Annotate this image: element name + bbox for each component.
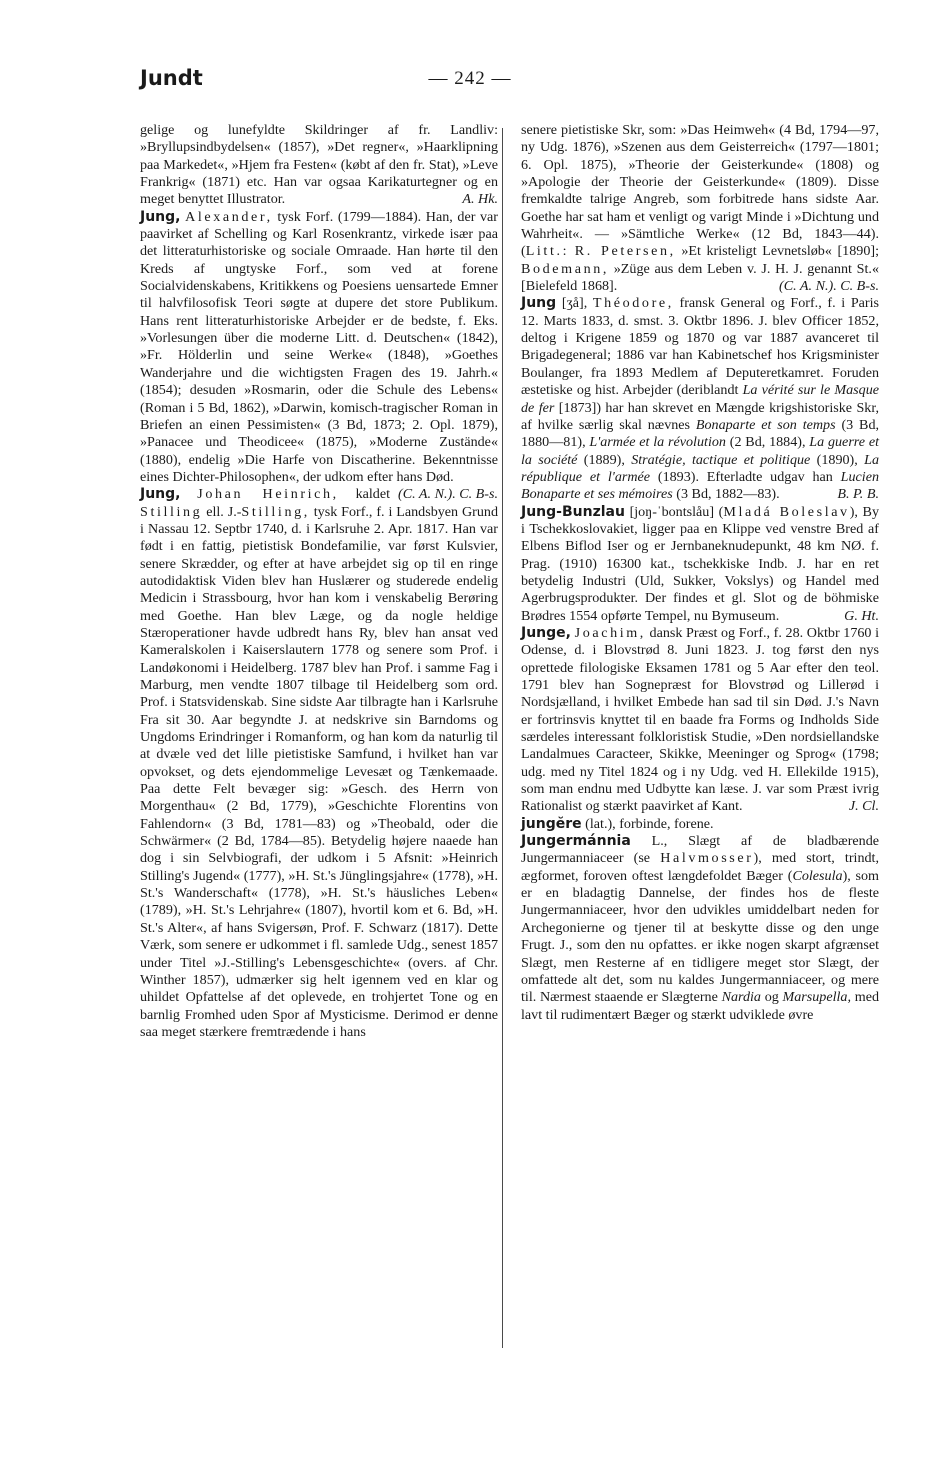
author-signature: G. Ht.: [844, 607, 879, 624]
entry-headword: Junge,: [521, 624, 571, 641]
author-signature: J. Cl.: [848, 798, 879, 815]
entry-headword: Jungermánnia: [521, 833, 631, 850]
entry-text: [1873]) har han skrevet en Mængde krigshistoriske Skr, af hvilke særlig skal nævnes: [521, 399, 879, 433]
entry-text: (2 Bd, 1884),: [725, 434, 810, 451]
work-title: La vérité sur le Masque de fer: [521, 382, 879, 416]
author-signature: B. P. B.: [837, 486, 879, 503]
entry-junge: [521, 625, 879, 816]
running-head: Jundt: [140, 66, 203, 90]
left-column: [140, 122, 498, 1041]
entry-text: og: [760, 989, 783, 1006]
work-title: La guerre et la société: [521, 434, 879, 468]
entry-text: fransk General og Forf., f. i Paris 12. Marts 1833, d. smst. 3. Oktbr 1896. J. blev Officer 1852, deltog i Krigene 1859 og 1870 og var 1887 avanceret til Brigadegeneral; 1886 var han Kabinetschef hos Krigsminister Boulanger, fra 1893 Medlem af Deputeretkamret. Foruden æstetiske og hist. Arbejder (deriblandt: [521, 295, 880, 399]
entry-jungermannia: [521, 833, 879, 1024]
spaced-name: Joachim,: [574, 624, 646, 641]
work-title: Stratégie, tactique et politique: [631, 451, 811, 468]
work-title: Lucien Bonaparte et ses mémoires: [521, 468, 879, 503]
pronunciation: [joŋ-ˈbontslåu] (: [624, 503, 724, 520]
entry-text: dansk Præst og Forf., f. 28. Oktbr 1760 i Odense, d. i Blovstrød 8. Juni 1823. J. tog først den nys oprettede filologiske Eksamen 1781 og 5 Aar efter den teol. 1791 blev han Sognepræst for Blovstrød og Lillerød i Nordsjælland, i hvilket Embede han sad til sin Død. J.'s Navn er fortrinsvis knyttet til en baade fra Forms og Indholds Side særdeles interessant folkloristisk Studie, »Den nordsiellandske Landalmues Caracteer, Skikke, Meeninger og Sprog« (1798; udg. med ny Titel 1824 og i ny Udg. ved H. Ellekilde 1915), som man endnu med Udbytte kan læse. J. var som Præst ivrig Rationalist og stærkt paavirket af Kant.: [521, 624, 880, 815]
spaced-name: Halvmosser: [660, 850, 754, 867]
continued-entry: [521, 122, 879, 295]
work-title: Bonaparte et son temps: [695, 416, 836, 433]
author-signature: (C. A. N.). C. B-s.: [398, 486, 498, 503]
literature-label: Litt.:: [525, 243, 570, 260]
spaced-name: Mladá Boleslav: [723, 503, 850, 520]
entry-text: ), som er en bladagtig Dannelse, der findes hos de fleste Jungermanniaceer, hvor den udvikles umiddelbart neden for Archegonierne og tjener til at beskytte disse og den unge Frugt. J., som den nu opfattes. er ikke nogen skarpt afgrænset Slægt, men Resterne af en tidligere meget stor Slægt, der omfattede alt det, som nu kaldes Jungermanniaceer, og mere til. Nærmest staaende er Slægterne: [521, 867, 880, 1006]
author-signature: A. Hk.: [462, 191, 498, 208]
spaced-name: Bodemann,: [521, 260, 609, 277]
entry-text: med lavt til rudimentært Bæger og stærkt udviklede øvre: [521, 989, 879, 1023]
entry-text: senere pietistiske Skr, som: »Das Heimweh« (4 Bd, 1794—97, ny Udg. 1876), »Szenen aus dem Geisterreich« (1797—1801; 6. Opl. 1875), »Theorie der Geisterkunde« (1808) og »Apologie der Theorie der Geisterkunde« (1809). Disse fremkaldte talrige Angreb, som forbitrede hans sidste Aar. Goethe har sat ham et venligt og varigt Minde i »Dichtung und Wahrheit«. — »Sämtliche Werke« (12 Bd, 1843—44). (: [521, 122, 879, 260]
entry-headword: Jung-Bunzlau: [521, 503, 625, 520]
abbreviation: L.,: [630, 833, 689, 850]
entry-jungere: [521, 816, 879, 833]
work-title: Nardia: [721, 989, 761, 1006]
entry-jung-bunzlau: [521, 504, 879, 625]
work-title: Marsupella,: [782, 989, 852, 1006]
entry-headword: Jung,: [140, 486, 181, 503]
entry-text: Slægt af de bladbærende Jungermanniaceer (se: [521, 833, 879, 867]
spaced-name: R. Petersen,: [574, 243, 676, 260]
entry-text: tysk Forf. (1799—1884). Han, der var paavirket af Schelling og Karl Rosenkrantz, virkede især paa det litteraturhistoriske og sociale Omraade. Han hørte til den Kreds af ungtyske Forf., som ved at forene Socialvidenskabens, Kritikkens og Poesiens uensartede Emner til halvfilosofisk Teori søgte at dupere det store Publikum. Hans rent litteraturhistoriske Arbejder er de bedste, f. Eks. »Vorlesungen über die moderne Litt. d. Deutschen« (1842), »Fr. Hölderlin und seine Werke« (1848), »Goethes Wanderjahre und die wichtigsten Fragen des 19. Jahrh.« (1854); desuden »Rosmarin, oder die Schule des Lebens« (Roman i 5 Bd, 1862), »Darwin, komisch-tragischer Roman in Briefen an einen Pessimisten« (3 Bd, 1873; 2. Opl. 1879), »Panacee und Theodicee« (1875), »Moderne Zustände« (1880), endelig »Die Harfe von Discatherine. Bekenntnisse eines Dichter-Philosophen«, der udkom efter hans Død.: [140, 208, 498, 485]
page-number: — 242 —: [428, 68, 512, 89]
entry-text: ell. J.-: [202, 503, 242, 520]
spaced-name: Johan Heinrich,: [197, 486, 339, 503]
entry-text: »Züge aus dem Leben v. J. H. J. genannt St.« [Bielefeld 1868].: [521, 260, 879, 295]
continued-entry: [140, 122, 498, 209]
entry-text: (3 Bd, 1882—83).: [672, 486, 780, 503]
spaced-name: Stilling: [140, 503, 203, 520]
pronunciation: [ʒå],: [556, 295, 593, 312]
work-title: La république et l'armée: [521, 451, 879, 485]
entry-headword: Jung: [521, 295, 557, 312]
work-title: L'armée et la révolution: [589, 434, 726, 451]
entry-text: (1893). Efterladte udgav han: [650, 468, 841, 485]
entry-headword: Jung,: [140, 208, 181, 225]
entry-text: (lat.), forbinde, forene.: [581, 815, 714, 832]
entry-text: (1889),: [577, 451, 632, 468]
entry-jung-theodore: [521, 295, 879, 503]
entry-text: ), med stort, trindt, ægformet, foroven oftest længdefoldet Bæger (: [521, 850, 879, 884]
author-signature: (C. A. N.). C. B-s.: [779, 278, 879, 295]
entry-text: gelige og lunefyldte Skildringer af fr. Landliv: »Bryllupsindbydelsen« (1857), »Det regner«, »Haarklipning paa Markedet«, »Hjem fra Festen« (købt af den fr. Stat), »Leve Frankrig« (1871) etc. Han var ogsaa Karikaturtegner og en meget benyttet Illustrator.: [140, 122, 498, 208]
page-header: [140, 66, 800, 100]
entry-text: kaldet: [338, 486, 391, 503]
column-divider: [502, 128, 503, 1348]
entry-jung-johan-heinrich: [140, 486, 498, 1041]
spaced-name: Alexander,: [185, 208, 273, 225]
work-title: Colesula: [792, 867, 843, 884]
right-column: [521, 122, 879, 1024]
entry-headword: jungĕre: [521, 815, 582, 832]
entry-text: »Et kristeligt Levnetsløb« [1890];: [675, 243, 879, 260]
entry-text: (1890),: [810, 451, 865, 468]
spaced-name: Théodore,: [592, 295, 674, 312]
spaced-name: Stilling,: [241, 503, 310, 520]
entry-text: (3 Bd, 1880—81),: [521, 416, 880, 451]
entry-text: tysk Forf., f. i Landsbyen Grund i Nassau 12. Septbr 1740, d. i Karlsruhe 2. Apr. 1817. Han var født i en fattig, pietistisk Bondefamilie, var først Kulsvier, senere Skrædder, og efter at have arbejdet sig op til en ringe autodidaktisk Viden blev han Huslærer og studerede endelig Medicin i Strassbourg, hvor han kom i venskabelig Berøring med Goethe. Han blev Læge, og da nogle heldige Stæroperationer havde udbredt hans Ry, blev han ansat ved Kameralskolen i Kaiserslautern 1778 og senere som Prof. i Landøkonomi i Heidelberg. 1787 blev han Prof. i samme Fag i Marburg, men vendte 1807 tilbage til Heidelberg som ord. Prof. i Statsvidenskab. Sine sidste Aar tilbragte han i Karlsruhe Fra sit 30. Aar begyndte J. at nedskrive sin Barndoms og Ungdoms Erindringer i Romanform, og han kom da naturlig til at dvæle ved det lille pietistiske Samfund, i hvilket han var opvokset, og dets ejendommelige Levesæt og Tænkemaade. Paa dette Felt bevæger sig: »Gesch. des Herrn von Morgenthau« (2 Bd, 1779), »Geschichte Florentins von Fahlendorn« (3 Bd, 1781—83) og »Theobald, oder die Schwärmer« (2 Bd, 1784—85). Betydelig højere naaede han dog i sin Selvbiografi, der udkom i 5 Afsnit: »Heinrich Stilling's Jugend« (1777), »H. St.'s Jünglingsjahre« (1778), »H. St.'s Wanderschaft« (1778), »H. St.'s häusliches Leben« (1789), »H. St.'s Lehrjahre« (1807), hvortil kom et 6. Bd, »H. St.'s Alter«, af hans Svigersøn, Prof. F. Schwarz (1817). Dette Værk, som senere er udkommet i fl. samlede Udg., senest 1857 under Titel »J.-Stilling's Lebensgeschichte« (overs. af Chr. Winther 1857), udmærker sig helt igennem ved en klar og uhildet Opfattelse af det oplevede, en trohjertet Tone og en barnlig Fromhed uden Spor af Mysticisme. Derimod er denne saa meget stærkere fremtrædende i hans: [140, 503, 499, 1040]
entry-text: ), By i Tschekkoslovakiet, ligger paa en Klippe ved venstre Bred af Elbens Biflod Iser og er Jernbaneknudepunkt, 48 km NØ. f. Prag. (1910) 16300 kat., tschekkiske Indb. J. har en ret betydelig Industri (Uld, Sukker, Vokslys) og Handel med Agerbrugsprodukter. Der findes et gl. Slot og de böhmiske Brødres 1554 opførte Tempel, nu Bymuseum.: [521, 503, 880, 624]
